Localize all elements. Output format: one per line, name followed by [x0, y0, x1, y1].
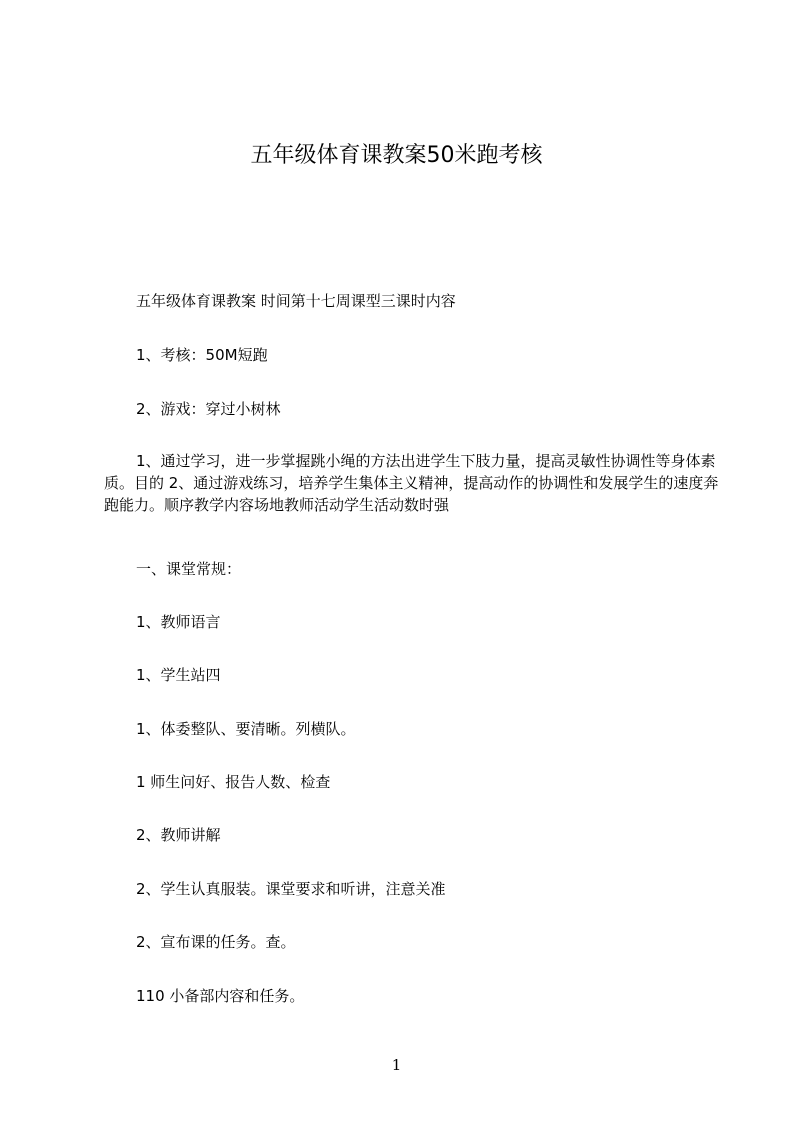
list-item: 2、宣布课的任务。查。	[136, 933, 296, 951]
list-item: 2、学生认真服装。课堂要求和听讲，注意关准	[136, 880, 446, 898]
list-item: 1 师生问好、报告人数、检查	[136, 773, 331, 791]
content-item-2: 2、游戏：穿过小树林	[136, 400, 281, 418]
objectives-paragraph	[104, 450, 724, 516]
list-item: 1、体委整队、要清晰。列横队。	[136, 720, 356, 738]
list-item: 1、学生站四	[136, 666, 221, 684]
list-item: 1、教师语言	[136, 613, 221, 631]
list-item: 2、教师讲解	[136, 826, 221, 844]
objectives-text: 1、通过学习，进一步掌握跳小绳的方法出进学生下肢力量，提高灵敏性协调性等身体素质。目的 2、通过游戏练习，培养学生集体主义精神，提高动作的协调性和发展学生的速度奔跑能力。顺序教学内容场地教师活动学生活动数时强	[104, 452, 719, 514]
list-item: 110 小备部内容和任务。	[136, 987, 305, 1005]
document-title: 五年级体育课教案50米跑考核	[250, 143, 543, 168]
section-heading-routine: 一、课堂常规：	[136, 560, 242, 578]
lesson-info-line: 五年级体育课教案 时间第十七周课型三课时内容	[136, 292, 456, 310]
content-item-1: 1、考核：50M短跑	[136, 346, 268, 364]
page-number: 1	[391, 1056, 402, 1074]
